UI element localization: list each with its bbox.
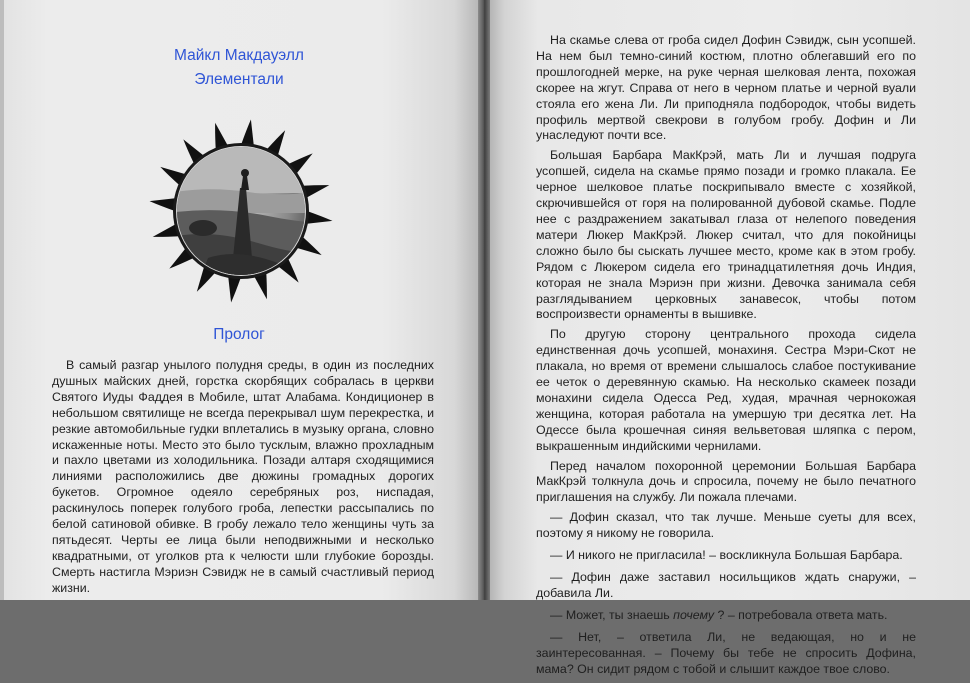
book-title: Элементали: [194, 71, 284, 88]
paragraph: В самый разгар унылого полудня среды, в один из последних душных майских дней, горстка скорбящих собралась в церкви Святого Иуды Фаддея в Мобиле, штат Алабама. Кондиционер в небольшом святилище не всегда перекрывал шум перекрестка, и резкие автомобильные гудки вплетались в музыку органа, словно искаженные ноты. Место это было тусклым, влажно прохладным и пахло цветами из холодильника. Позади алтаря сходящимися линиями расположились две дюжины громадных дорогих букетов. Огромное одеяло серебряных роз, ниспадая, раскинулось поперек голубого гроба, лепестки рассыпались по белой сатиновой обивке. В гробу лежало тело женщины чуть за пятьдесят. Черты ее лица были неподвижными и несколько квадратными, от уголков рта к челюсти шли глубокие борозды. Смерть настигла Мэриэн Сэвидж не в самый счастливый период жизни.: [52, 358, 434, 595]
ornament-ray: [241, 120, 254, 147]
dialog-line: — Дофин даже заставил носильщиков ждать снаружи, – добавила Ли.: [536, 570, 916, 600]
dialog-line: — И никого не пригласила! – воскликнула Большая Барбара.: [550, 548, 903, 563]
ornament-ray: [306, 211, 333, 224]
dialog-line: — Дофин сказал, что так лучше. Меньше суеты для всех, поэтому я никому не говорила.: [536, 510, 916, 541]
paragraph: Перед началом похоронной церемонии Большая Барбара МакКрэй толкнула дочь и спросила, почему не было печатного приглашения на службу. Ли пожала плечами.: [536, 458, 916, 505]
dialog-text: — Может, ты знаешь: [550, 607, 674, 622]
paragraph: Большая Барбара МакКрэй, мать Ли и лучшая подруга усопшей, сидела на скамье прямо позади и громко плакала. Ее черное шелковое платье поскрипывало вместе с хозяйкой, скрючившейся от горя на полированной дубовой скамье. Подле нее с раздражением закатывал глаза от нелепого поведения матери Люкер МакКрэй. Люкер считал, что для покойницы сложно было бы сыскать лучшее место, кроме как в этом гробу. Рядом с Люкером сидела его тринадцатилетняя дочь Индия, которая не знала Мэриэн при жизни. Девочка занимала себя разглядыванием церковных занавесок, чтобы потом воспроизвести орнаменты в вышивке.: [536, 148, 916, 322]
paragraph: На скамье слева от гроба сидел Дофин Сэвидж, сын усопшей. На нем был темно-синий костюм, плотно облегавший его по прошлогодней мерке, на руке черная шелковая лента, похожая скорее на жгут. Справа от него в черном платье и черной вуали стояла его жена Ли. Ли приподняла подбородок, чтобы видеть профиль мертвой свекрови в голубом гробу. Дофин и Ли унаследуют почти все.: [536, 33, 916, 143]
dialog-line: — Нет, – ответила Ли, не ведающая, но и не заинтересованная. – Почему бы тебе не спросить Дофина, мама? Он сидит рядом с тобой и слышит каждое твое слово.: [536, 629, 916, 676]
dialog-line: [536, 608, 916, 624]
right-page-text: [536, 33, 916, 683]
left-page-text: [52, 358, 434, 600]
ornament-ray: [150, 198, 177, 211]
left-page: [0, 0, 478, 600]
book-header: [0, 44, 478, 92]
ornament-ray: [228, 276, 241, 303]
dialog-text: ? – потребовала ответа мать.: [714, 607, 888, 622]
chapter-emblem-illustration: [148, 118, 334, 304]
chapter-title: Пролог: [213, 326, 265, 343]
emphasis-text: почему: [673, 607, 715, 622]
paragraph: По другую сторону центрального прохода сидела единственная дочь усопшей, монахиня. Сестра Мэри-Скот не плакала, но время от времени слышалось слабое постукивание ее четок о деревянную скамью. На несколько скамеек позади монахини сидела Одесса Ред, худая, мрачная чернокожая женщина, которая работала на умершую три десятка лет. На Одессе была крошечная синяя вельветовая шляпка с пером, выкрашенным индийскими чернилами.: [536, 327, 916, 453]
author-name: Майкл Макдауэлл: [174, 47, 304, 64]
book-spine: [478, 0, 490, 600]
